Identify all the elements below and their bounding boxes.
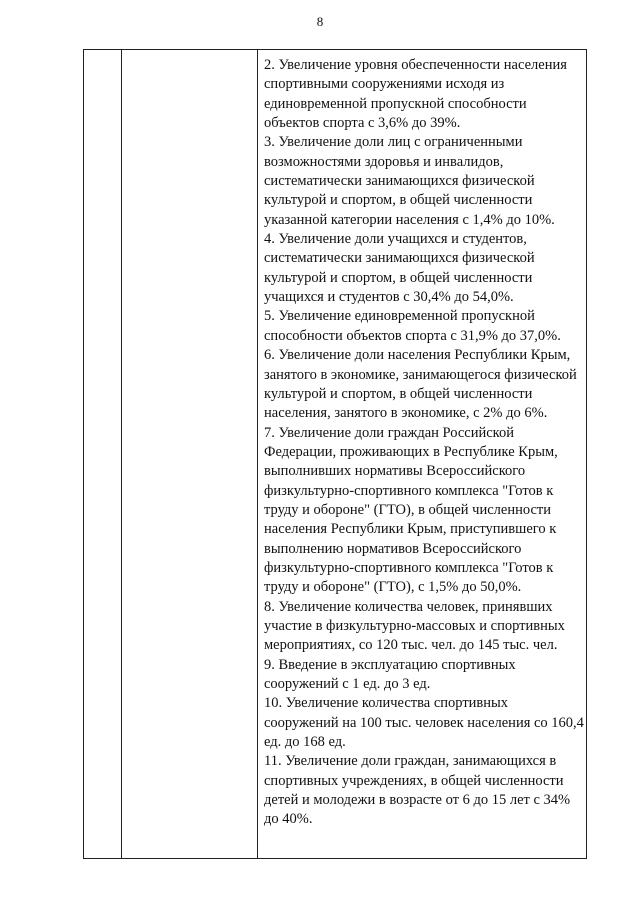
indicator-line: культурой и спортом, в общей численности	[264, 192, 533, 209]
indicator-item	[264, 656, 586, 695]
indicator-line: 3. Увеличение доли лиц с ограниченными	[264, 134, 523, 151]
indicator-line: 2. Увеличение уровня обеспеченности населения	[264, 57, 567, 73]
indicator-line: детей и молодежи в возрасте от 6 до 15 лет с 34%	[264, 792, 571, 809]
indicator-line: культурой и спортом, в общей численности	[264, 385, 533, 402]
page-number: 8	[316, 14, 324, 29]
indicator-line: 11. Увеличение доли граждан, занимающихся в	[264, 753, 557, 770]
indicator-line: труду и обороне" (ГТО), в общей численности	[264, 501, 551, 518]
column-divider	[121, 50, 122, 858]
indicator-item	[264, 752, 586, 829]
indicator-line: систематически занимающихся физической	[264, 250, 535, 267]
indicator-item	[264, 346, 586, 423]
indicator-line: систематически занимающихся физической	[264, 173, 535, 190]
indicator-item	[264, 424, 586, 598]
indicator-line: указанной категории населения с 1,4% до 10%.	[264, 211, 555, 228]
indicator-line: занятого в экономике, занимающегося физической	[264, 366, 577, 383]
indicator-line: спортивными сооружениями исходя из	[264, 76, 505, 93]
indicators-table	[83, 49, 587, 859]
indicator-item	[264, 598, 586, 656]
indicator-line: физкультурно-спортивного комплекса "Готов к	[264, 482, 554, 499]
indicator-item	[264, 694, 586, 752]
indicator-item	[264, 56, 586, 133]
indicator-line: возможностями здоровья и инвалидов,	[264, 153, 504, 170]
indicator-item	[264, 133, 586, 230]
indicator-item	[264, 307, 586, 346]
indicator-line: единовременной пропускной способности	[264, 95, 527, 112]
indicator-line: населения Республики Крым, приступившего к	[264, 521, 557, 538]
indicator-line: культурой и спортом, в общей численности	[264, 269, 533, 286]
indicator-line: до 40%.	[264, 811, 313, 828]
indicator-line: 8. Увеличение количества человек, принявших	[264, 598, 553, 615]
column-divider	[257, 50, 258, 858]
indicator-line: 6. Увеличение доли населения Республики Крым,	[264, 347, 571, 364]
indicator-line: физкультурно-спортивного комплекса "Готов к	[264, 559, 554, 576]
indicator-line: учащихся и студентов с 30,4% до 54,0%.	[264, 289, 514, 306]
indicator-line: объектов спорта с 3,6% до 39%.	[264, 115, 461, 132]
indicator-line: 10. Увеличение количества спортивных	[264, 695, 509, 712]
indicator-line: участие в физкультурно-массовых и спортивных	[264, 617, 565, 634]
indicator-line: ед. до 168 ед.	[264, 734, 346, 751]
indicator-line: мероприятиях, со 120 тыс. чел. до 145 тыс. чел.	[264, 637, 558, 654]
indicators-cell	[264, 56, 586, 830]
indicator-line: населения, занятого в экономике, с 2% до 6%.	[264, 405, 548, 422]
indicator-line: 5. Увеличение единовременной пропускной	[264, 308, 535, 325]
indicator-line: способности объектов спорта с 31,9% до 37,0%.	[264, 327, 561, 344]
indicator-line: сооружений на 100 тыс. человек населения со 160,4	[264, 714, 584, 731]
indicator-line: выполнивших нормативы Всероссийского	[264, 463, 526, 480]
indicator-line: 9. Введение в эксплуатацию спортивных	[264, 656, 516, 673]
indicator-line: выполнению нормативов Всероссийского	[264, 540, 522, 557]
indicator-line: спортивных учреждениях, в общей численности	[264, 772, 564, 789]
indicator-item	[264, 230, 586, 307]
indicator-line: 7. Увеличение доли граждан Российской	[264, 424, 514, 441]
indicator-line: труду и обороне" (ГТО), с 1,5% до 50,0%.	[264, 579, 522, 596]
indicator-line: 4. Увеличение доли учащихся и студентов,	[264, 231, 527, 248]
indicator-line: Федерации, проживающих в Республике Крым,	[264, 443, 558, 460]
indicator-line: сооружений с 1 ед. до 3 ед.	[264, 676, 431, 692]
